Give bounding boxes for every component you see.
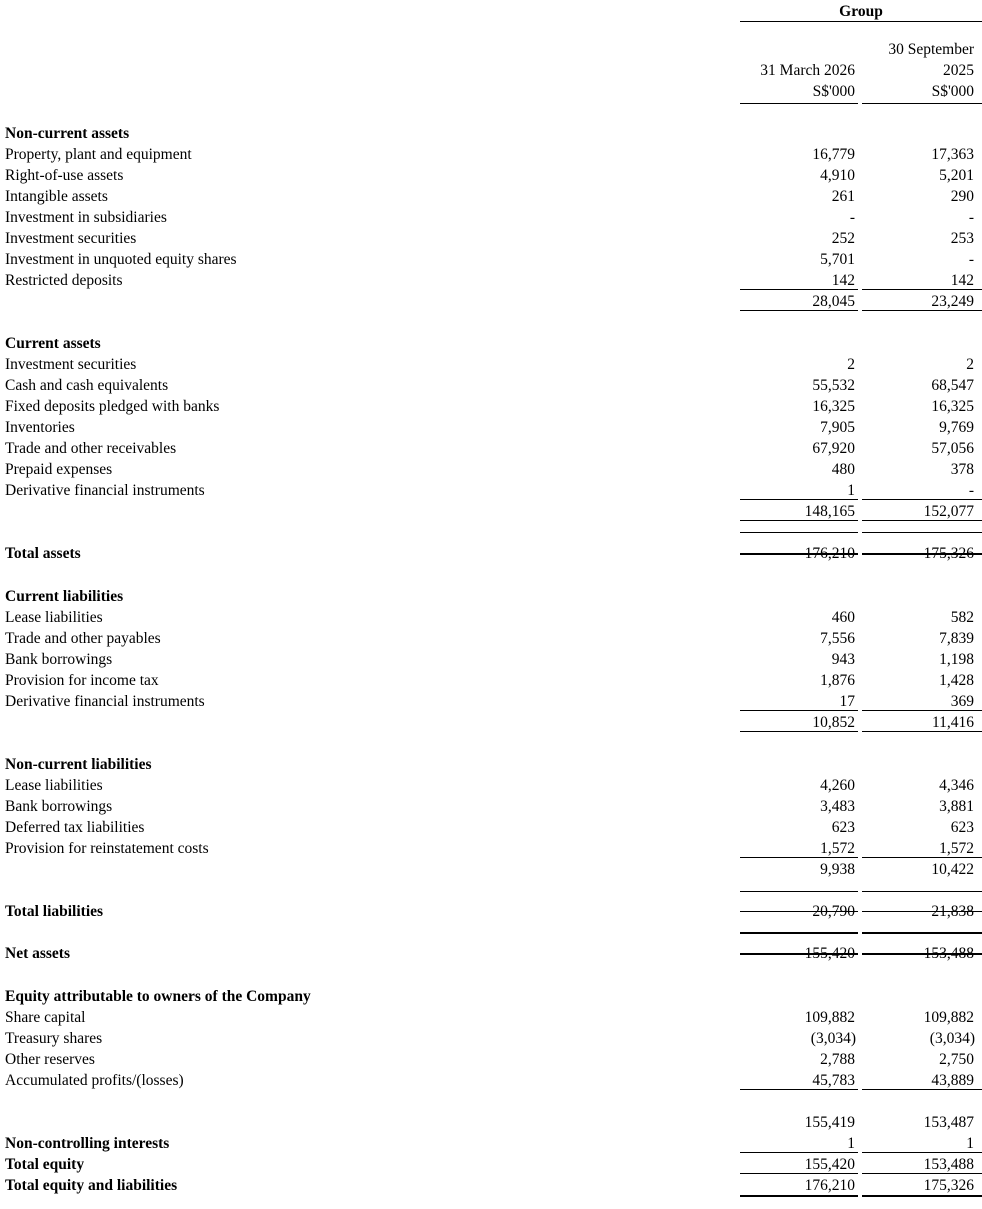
- row-label: Derivative financial instruments: [5, 693, 205, 710]
- total-rule: [740, 520, 858, 521]
- value-30-september-2025: 142: [950, 272, 974, 289]
- total-rule: [740, 499, 858, 500]
- value-31-march-2026: 28,045: [812, 293, 855, 310]
- value-30-september-2025: 2: [966, 356, 974, 373]
- table-row: [0, 354, 982, 375]
- table-row: [0, 333, 982, 354]
- value-31-march-2026: (3,034): [810, 1030, 856, 1047]
- row-label: Non-controlling interests: [5, 1135, 170, 1152]
- row-label: Deferred tax liabilities: [5, 819, 145, 836]
- value-30-september-2025: -: [968, 482, 974, 499]
- value-30-september-2025: 378: [950, 461, 974, 478]
- value-30-september-2025: 21,838: [931, 903, 974, 920]
- value-31-march-2026: 20,790: [812, 903, 855, 920]
- value-31-march-2026: 148,165: [804, 503, 855, 520]
- row-label: Provision for reinstatement costs: [5, 840, 209, 857]
- value-30-september-2025: 153,488: [923, 1156, 974, 1173]
- total-rule: [740, 289, 858, 290]
- table-row: [0, 186, 982, 207]
- row-label: Intangible assets: [5, 188, 108, 205]
- row-label: Provision for income tax: [5, 672, 159, 689]
- unit-underline-1: [740, 103, 858, 104]
- value-30-september-2025: 9,769: [939, 419, 974, 436]
- table-row: [0, 628, 982, 649]
- table-row: [0, 270, 982, 291]
- table-row: [0, 1154, 982, 1175]
- total-rule: [740, 553, 858, 555]
- value-30-september-2025: 1: [966, 1135, 974, 1152]
- subtotal-row: [0, 859, 982, 880]
- total-rule: [740, 1173, 858, 1174]
- total-rule: [740, 731, 858, 732]
- table-row: [0, 986, 982, 1007]
- value-31-march-2026: 943: [831, 651, 855, 668]
- row-label: Bank borrowings: [5, 798, 113, 815]
- row-label: Total equity and liabilities: [5, 1177, 178, 1194]
- value-30-september-2025: 10,422: [931, 861, 974, 878]
- value-30-september-2025: 153,487: [923, 1114, 974, 1131]
- value-30-september-2025: 16,325: [931, 398, 974, 415]
- total-rule: [862, 532, 982, 533]
- value-31-march-2026: 155,420: [804, 945, 855, 962]
- value-31-march-2026: 252: [831, 230, 855, 247]
- value-30-september-2025: 153,488: [923, 945, 974, 962]
- value-30-september-2025: (3,034): [929, 1030, 975, 1047]
- total-rule: [862, 857, 982, 858]
- total-rule: [862, 499, 982, 500]
- table-row: [0, 775, 982, 796]
- row-label: Non-current assets: [5, 125, 130, 142]
- value-30-september-2025: 369: [950, 693, 974, 710]
- column-1-unit: S$'000: [812, 83, 855, 100]
- value-31-march-2026: 2: [847, 356, 855, 373]
- value-31-march-2026: 176,210: [804, 1177, 855, 1194]
- row-label: Investment in subsidiaries: [5, 209, 167, 226]
- total-rule: [862, 953, 982, 955]
- row-label: Lease liabilities: [5, 609, 103, 626]
- value-30-september-2025: 290: [950, 188, 974, 205]
- row-label: Other reserves: [5, 1051, 95, 1068]
- value-31-march-2026: 1,876: [820, 672, 855, 689]
- value-31-march-2026: 7,556: [820, 630, 855, 647]
- row-label: Current liabilities: [5, 588, 124, 605]
- value-31-march-2026: 1,572: [820, 840, 855, 857]
- total-rule: [740, 710, 858, 711]
- row-label: Investment securities: [5, 356, 137, 373]
- total-rule: [740, 1089, 858, 1090]
- value-31-march-2026: 17: [839, 693, 855, 710]
- value-31-march-2026: 5,701: [820, 251, 855, 268]
- table-row: [0, 670, 982, 691]
- value-30-september-2025: 68,547: [931, 377, 974, 394]
- table-row: [0, 228, 982, 249]
- value-30-september-2025: 23,249: [931, 293, 974, 310]
- value-30-september-2025: 5,201: [939, 167, 974, 184]
- subtotal-row: [0, 1112, 982, 1133]
- total-rule: [862, 553, 982, 555]
- total-rule: [740, 911, 858, 912]
- value-31-march-2026: 623: [831, 819, 855, 836]
- value-31-march-2026: 480: [831, 461, 855, 478]
- value-31-march-2026: 4,910: [820, 167, 855, 184]
- table-row: [0, 1028, 982, 1049]
- row-label: Fixed deposits pledged with banks: [5, 398, 220, 415]
- row-label: Cash and cash equivalents: [5, 377, 169, 394]
- total-rule: [740, 891, 858, 892]
- value-30-september-2025: 623: [950, 819, 974, 836]
- row-label: Trade and other receivables: [5, 440, 177, 457]
- total-rule: [862, 731, 982, 732]
- value-31-march-2026: 4,260: [820, 777, 855, 794]
- value-31-march-2026: 16,779: [812, 146, 855, 163]
- value-31-march-2026: 155,420: [804, 1156, 855, 1173]
- row-label: Accumulated profits/(losses): [5, 1072, 184, 1089]
- total-rule: [862, 1195, 982, 1197]
- row-label: Investment securities: [5, 230, 137, 247]
- value-30-september-2025: 43,889: [931, 1072, 974, 1089]
- row-label: Share capital: [5, 1009, 86, 1026]
- total-rule: [862, 710, 982, 711]
- value-31-march-2026: 109,882: [804, 1009, 855, 1026]
- total-rule: [740, 532, 858, 533]
- table-row: [0, 1049, 982, 1070]
- total-rule: [740, 857, 858, 858]
- value-31-march-2026: 45,783: [812, 1072, 855, 1089]
- value-31-march-2026: -: [849, 209, 855, 226]
- value-31-march-2026: 176,210: [804, 545, 855, 562]
- value-30-september-2025: 1,198: [939, 651, 974, 668]
- value-30-september-2025: 109,882: [923, 1009, 974, 1026]
- total-rule: [862, 289, 982, 290]
- row-label: Property, plant and equipment: [5, 146, 192, 163]
- value-31-march-2026: 7,905: [820, 419, 855, 436]
- value-31-march-2026: 460: [831, 609, 855, 626]
- subtotal-row: [0, 501, 982, 522]
- value-30-september-2025: 582: [950, 609, 974, 626]
- value-31-march-2026: 261: [831, 188, 855, 205]
- value-30-september-2025: 1,428: [939, 672, 974, 689]
- total-rule: [862, 520, 982, 521]
- row-label: Trade and other payables: [5, 630, 161, 647]
- total-rule: [740, 953, 858, 955]
- table-row: [0, 817, 982, 838]
- table-row: [0, 649, 982, 670]
- table-row: [0, 754, 982, 775]
- row-label: Inventories: [5, 419, 75, 436]
- column-2-unit: S$'000: [931, 83, 974, 100]
- total-rule: [862, 932, 982, 934]
- value-31-march-2026: 2,788: [820, 1051, 855, 1068]
- value-31-march-2026: 1: [847, 1135, 855, 1152]
- table-row: [0, 796, 982, 817]
- row-label: Current assets: [5, 335, 101, 352]
- value-30-september-2025: 3,881: [939, 798, 974, 815]
- row-label: Prepaid expenses: [5, 461, 113, 478]
- unit-underline-2: [862, 103, 982, 104]
- column-2-date-line2: 2025: [943, 62, 974, 79]
- value-31-march-2026: 142: [831, 272, 855, 289]
- value-31-march-2026: 16,325: [812, 398, 855, 415]
- table-row: [0, 480, 982, 501]
- value-31-march-2026: 67,920: [812, 440, 855, 457]
- value-31-march-2026: 9,938: [820, 861, 855, 878]
- row-label: Equity attributable to owners of the Company: [5, 988, 311, 1005]
- table-row: [0, 586, 982, 607]
- table-row: [0, 144, 982, 165]
- row-label: Derivative financial instruments: [5, 482, 205, 499]
- table-row: [0, 249, 982, 270]
- value-30-september-2025: -: [968, 251, 974, 268]
- value-30-september-2025: 7,839: [939, 630, 974, 647]
- row-label: Non-current liabilities: [5, 756, 152, 773]
- table-row: [0, 438, 982, 459]
- column-1-date: 31 March 2026: [760, 62, 855, 79]
- table-row: [0, 165, 982, 186]
- table-row: [0, 375, 982, 396]
- value-30-september-2025: 175,326: [923, 545, 974, 562]
- value-31-march-2026: 1: [847, 482, 855, 499]
- value-30-september-2025: -: [968, 209, 974, 226]
- table-row: [0, 123, 982, 144]
- total-rule: [740, 1195, 858, 1197]
- value-30-september-2025: 175,326: [923, 1177, 974, 1194]
- table-row: [0, 459, 982, 480]
- value-31-march-2026: 3,483: [820, 798, 855, 815]
- group-header: Group: [740, 2, 982, 22]
- value-30-september-2025: 253: [950, 230, 974, 247]
- value-30-september-2025: 4,346: [939, 777, 974, 794]
- row-label: Investment in unquoted equity shares: [5, 251, 237, 268]
- table-row: [0, 838, 982, 859]
- value-30-september-2025: 152,077: [923, 503, 974, 520]
- table-row: [0, 1007, 982, 1028]
- table-row: [0, 207, 982, 228]
- table-row: [0, 1175, 982, 1196]
- total-rule: [862, 310, 982, 311]
- total-rule: [740, 310, 858, 311]
- row-label: Total equity: [5, 1156, 85, 1173]
- total-rule: [862, 891, 982, 892]
- total-rule: [740, 1152, 858, 1153]
- table-row: [0, 607, 982, 628]
- table-row: [0, 417, 982, 438]
- subtotal-row: [0, 291, 982, 312]
- row-label: Restricted deposits: [5, 272, 123, 289]
- subtotal-row: [0, 712, 982, 733]
- total-rule: [740, 932, 858, 934]
- total-rule: [862, 1173, 982, 1174]
- table-row: [0, 1070, 982, 1091]
- value-30-september-2025: 1,572: [939, 840, 974, 857]
- value-31-march-2026: 155,419: [804, 1114, 855, 1131]
- value-30-september-2025: 57,056: [931, 440, 974, 457]
- value-30-september-2025: 2,750: [939, 1051, 974, 1068]
- row-label: Total assets: [5, 545, 81, 562]
- value-31-march-2026: 10,852: [812, 714, 855, 731]
- value-30-september-2025: 11,416: [931, 714, 974, 731]
- table-row: [0, 1133, 982, 1154]
- total-rule: [862, 1152, 982, 1153]
- column-2-date-line1: 30 September: [888, 41, 974, 58]
- table-row: [0, 691, 982, 712]
- value-31-march-2026: 55,532: [812, 377, 855, 394]
- total-rule: [862, 1089, 982, 1090]
- row-label: Treasury shares: [5, 1030, 103, 1047]
- total-rule: [862, 911, 982, 912]
- row-label: Right-of-use assets: [5, 167, 124, 184]
- table-row: [0, 396, 982, 417]
- row-label: Net assets: [5, 945, 70, 962]
- row-label: Lease liabilities: [5, 777, 103, 794]
- row-label: Total liabilities: [5, 903, 104, 920]
- row-label: Bank borrowings: [5, 651, 113, 668]
- value-30-september-2025: 17,363: [931, 146, 974, 163]
